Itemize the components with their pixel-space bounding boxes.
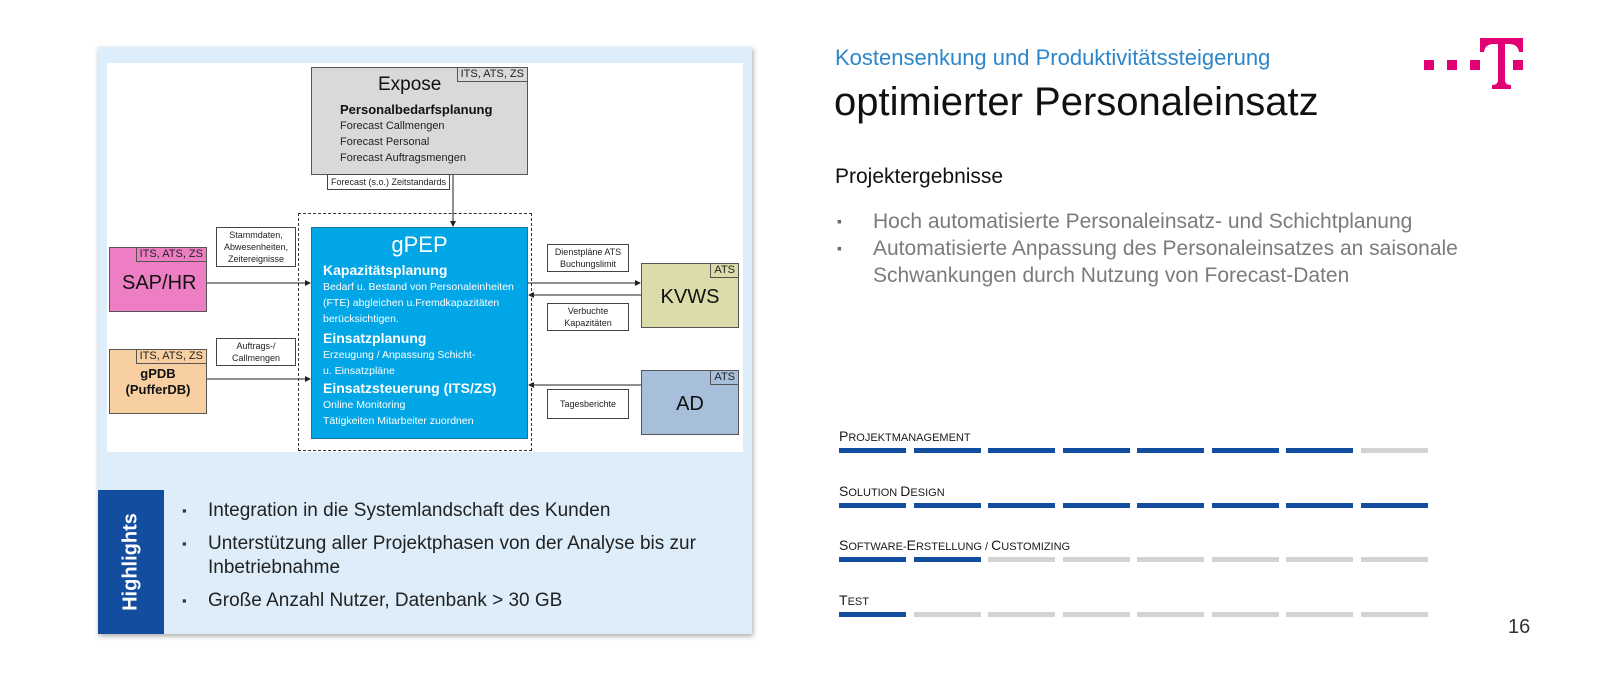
progress-segment-open: [1212, 612, 1279, 617]
einsatzplanung-title: Einsatzplanung: [323, 330, 427, 346]
einsatzsteuerung-title: Einsatzsteuerung (ITS/ZS): [323, 380, 497, 396]
progress-segment-done: [988, 503, 1055, 508]
progress-segment-done: [914, 503, 981, 508]
tagesberichte-label: Tagesberichte: [547, 389, 629, 419]
expose-box: [311, 67, 528, 175]
progress-segment-done: [1137, 448, 1204, 453]
progress-segment-open: [1361, 448, 1428, 453]
list-item: ▪ Automatisierte Anpassung des Personaleinsatzes an saisonale Schwankungen durch Nutzung von Forecast-Daten: [837, 237, 1458, 287]
bullet-icon: ▪: [182, 503, 187, 518]
progress-track: [839, 503, 1439, 508]
kvws-box: [641, 263, 739, 328]
progress-segment-open: [1212, 557, 1279, 562]
progress-test: [839, 592, 1439, 617]
expose-tag: ITS, ATS, ZS: [457, 67, 528, 82]
highlights-label: Highlights: [119, 513, 142, 611]
bullet-icon: ▪: [182, 536, 187, 551]
expose-line: Forecast Callmengen: [340, 120, 445, 132]
progress-segment-done: [839, 612, 906, 617]
progress-projektmanagement: [839, 428, 1439, 453]
progress-segment-done: [914, 557, 981, 562]
gpdb-title: gPDB (PufferDB): [125, 366, 191, 397]
gpep-title: gPEP: [391, 232, 448, 257]
progress-segment-done: [1286, 503, 1353, 508]
progress-segment-done: [914, 448, 981, 453]
highlights-card: [98, 47, 752, 634]
expose-title: Expose: [378, 74, 442, 95]
progress-segment-done: [1212, 503, 1279, 508]
progress-software-erstellung: [839, 537, 1439, 562]
sap-hr-box: [109, 247, 207, 312]
page-title: optimierter Personaleinsatz: [834, 80, 1319, 124]
stammdaten-label: Stammdaten, Abwesenheiten, Zeitereignisse: [216, 227, 296, 267]
progress-segment-done: [1063, 448, 1130, 453]
gpep-text: (FTE) abgleichen u.Fremdkapazitäten: [323, 297, 500, 309]
verbuchte-label: Verbuchte Kapazitäten: [547, 303, 629, 331]
progress-segment-open: [1063, 612, 1130, 617]
expose-line: Forecast Personal: [340, 136, 430, 148]
progress-segment-done: [1361, 503, 1428, 508]
progress-label: TEST: [839, 592, 869, 608]
ad-title: AD: [676, 393, 704, 415]
progress-segment-open: [1137, 557, 1204, 562]
progress-segment-open: [1286, 612, 1353, 617]
kvws-title: KVWS: [660, 286, 720, 308]
progress-segment-done: [1212, 448, 1279, 453]
progress-segment-done: [839, 448, 906, 453]
progress-track: [839, 557, 1439, 562]
kvws-tag: ATS: [710, 263, 739, 278]
expose-line: Forecast Auftragsmengen: [340, 152, 466, 164]
progress-segment-done: [839, 503, 906, 508]
kapazitaetsplanung-title: Kapazitätsplanung: [323, 262, 448, 278]
progress-segment-open: [1137, 612, 1204, 617]
progress-segment-open: [1361, 557, 1428, 562]
progress-segment-done: [988, 448, 1055, 453]
progress-segment-done: [1286, 448, 1353, 453]
progress-segment-done: [1063, 503, 1130, 508]
page-kicker: Kostensenkung und Produktivitätssteigerung: [835, 45, 1271, 70]
architecture-diagram: [107, 63, 743, 452]
bullet-icon: ▪: [182, 593, 187, 608]
sap-tag: ITS, ATS, ZS: [136, 247, 207, 262]
progress-segment-done: [839, 557, 906, 562]
gpep-text: Online Monitoring: [323, 399, 406, 411]
progress-label: SOLUTION DESIGN: [839, 483, 945, 499]
list-item: ▪ Unterstützung aller Projektphasen von der Analyse bis zur Inbetriebnahme: [182, 533, 696, 578]
highlights-bar: [98, 490, 164, 634]
gpdb-box: [109, 349, 207, 414]
gpep-box: [311, 227, 528, 439]
progress-segment-open: [1286, 557, 1353, 562]
progress-segment-open: [1361, 612, 1428, 617]
results-list: [835, 208, 1535, 289]
progress-label: SOFTWARE-ERSTELLUNG / CUSTOMIZING: [839, 537, 1071, 553]
gpep-text: berücksichtigen.: [323, 313, 399, 325]
progress-segment-open: [988, 557, 1055, 562]
ad-tag: ATS: [710, 370, 739, 385]
bullet-icon: ▪: [837, 213, 842, 229]
progress-solution-design: [839, 483, 1439, 508]
progress-segment-open: [914, 612, 981, 617]
progress-segment-open: [988, 612, 1055, 617]
telekom-logo-icon: [1424, 36, 1529, 90]
gpep-text: u. Einsatzpläne: [323, 365, 395, 377]
expose-subtitle: Personalbedarfsplanung: [340, 102, 493, 117]
forecast-label: Forecast (s.o.) Zeitstandards: [327, 174, 450, 190]
progress-segment-open: [1063, 557, 1130, 562]
sap-title: SAP/HR: [122, 272, 197, 294]
gpep-text: Tätigkeiten Mitarbeiter zuordnen: [323, 415, 474, 427]
dienstplaene-label: Dienstpläne ATS Buchungslimit: [547, 244, 629, 272]
ad-box: [641, 370, 739, 435]
progress-segment-done: [1137, 503, 1204, 508]
progress-track: [839, 448, 1439, 453]
gpep-text: Erzeugung / Anpassung Schicht-: [323, 349, 476, 361]
progress-label: PROJEKTMANAGEMENT: [839, 428, 971, 444]
page-number: 16: [1508, 616, 1531, 638]
list-item: ▪ Große Anzahl Nutzer, Datenbank > 30 GB: [182, 590, 563, 611]
gpdb-tag: ITS, ATS, ZS: [136, 349, 207, 364]
list-item: ▪ Hoch automatisierte Personaleinsatz- und Schichtplanung: [837, 210, 1413, 233]
bullet-icon: ▪: [837, 240, 842, 256]
results-heading: Projektergebnisse: [835, 165, 1004, 188]
auftrags-label: Auftrags-/ Callmengen: [216, 338, 296, 366]
highlights-list: [180, 499, 740, 622]
list-item: ▪ Integration in die Systemlandschaft des Kunden: [182, 500, 611, 521]
gpep-text: Bedarf u. Bestand von Personaleinheiten: [323, 281, 514, 293]
progress-track: [839, 612, 1439, 617]
